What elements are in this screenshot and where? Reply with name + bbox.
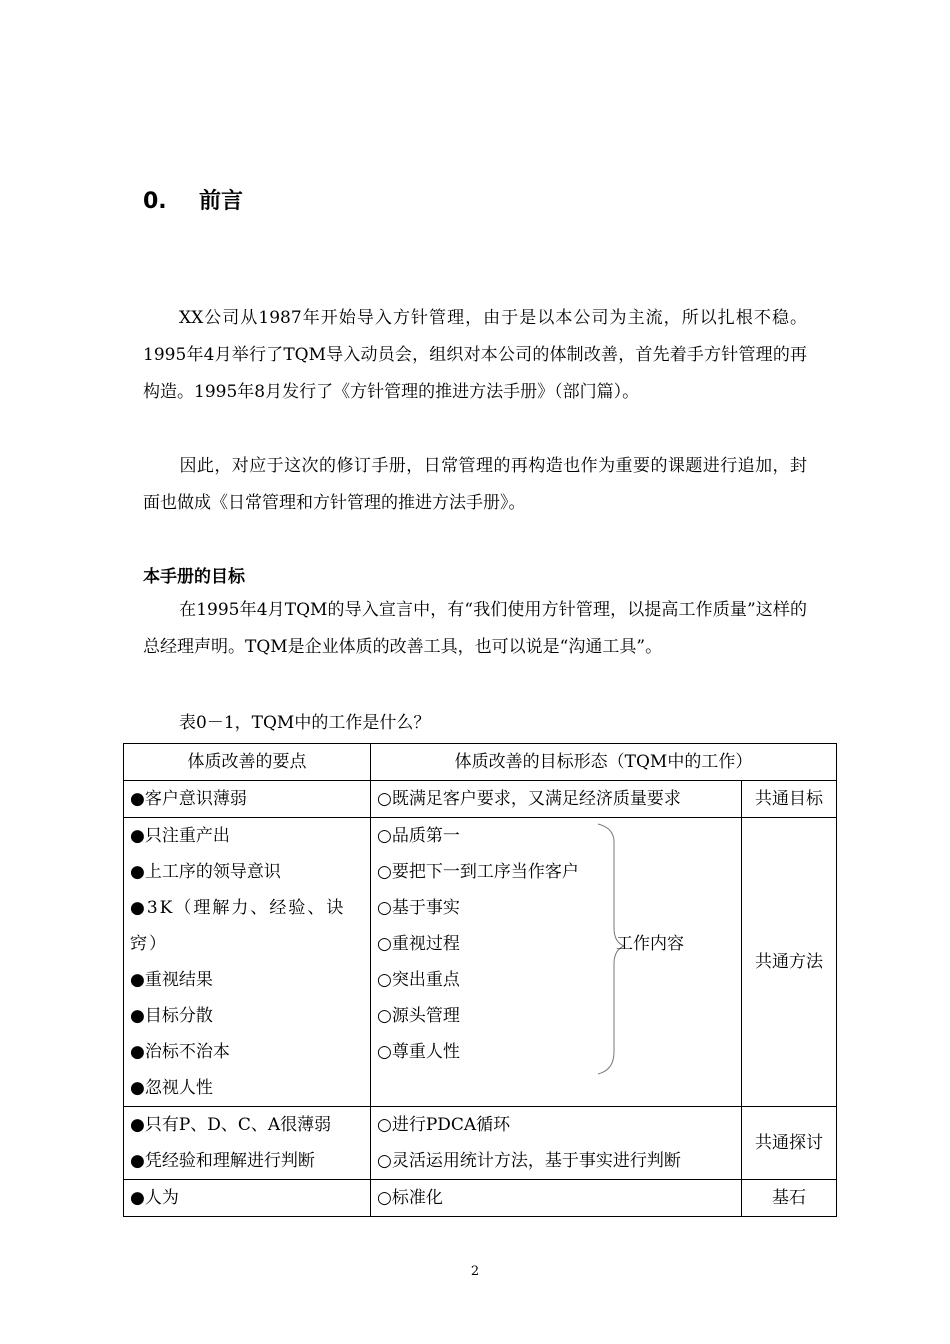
cell-category: 基石 bbox=[742, 1180, 837, 1217]
table-caption: 表0－1，TQM中的工作是什么？ bbox=[179, 713, 431, 733]
table-row bbox=[124, 1107, 837, 1180]
cell-category: 共通探讨 bbox=[742, 1107, 837, 1180]
header-target: 体质改善的目标形态（TQM中的工作） bbox=[371, 744, 837, 781]
paragraph-2: 因此，对应于这次的修订手册，日常管理的再构造也作为重要的课题进行追加，封面也做成《日常管理和方针管理的推进方法手册》。 bbox=[143, 456, 807, 513]
section-heading bbox=[143, 184, 243, 215]
cell-middle: ○进行PDCA循环 ○灵活运用统计方法，基于事实进行判断 bbox=[371, 1107, 742, 1180]
cell-left: ●客户意识薄弱 bbox=[124, 781, 371, 818]
cell-middle: ○标准化 bbox=[371, 1180, 742, 1217]
brace-label: 工作内容 bbox=[616, 934, 684, 954]
cell-category: 共通方法 bbox=[742, 818, 837, 1107]
cell-middle: ○既满足客户要求，又满足经济质量要求 bbox=[371, 781, 742, 818]
heading-number: 0. bbox=[143, 189, 167, 214]
cell-category: 共通目标 bbox=[742, 781, 837, 818]
header-points: 体质改善的要点 bbox=[124, 744, 371, 781]
cell-left: ●只注重产出 ●上工序的领导意识 ●3K（理解力、经验、诀窍） ●重视结果 ●目标分散 ●治标不治本 ●忽视人性 bbox=[124, 818, 371, 1107]
tqm-table bbox=[123, 743, 837, 1217]
table-header-row bbox=[124, 744, 837, 781]
table-row bbox=[124, 1180, 837, 1217]
paragraph-1: XX公司从1987年开始导入方针管理，由于是以本公司为主流，所以扎根不稳。1995年4月举行了TQM导入动员会，组织对本公司的体制改善，首先着手方针管理的再构造。1995年8月发行了《方针管理的推进方法手册》（部门篇）。 bbox=[143, 308, 807, 402]
table-row bbox=[124, 781, 837, 818]
page-number: 2 bbox=[470, 1264, 480, 1279]
section-subtitle: 本手册的目标 bbox=[143, 567, 245, 587]
cell-left: ●只有P、D、C、A很薄弱 ●凭经验和理解进行判断 bbox=[124, 1107, 371, 1180]
heading-title: 前言 bbox=[199, 189, 244, 214]
table-row bbox=[124, 818, 837, 1107]
cell-middle: ○品质第一 ○要把下一到工序当作客户 ○基于事实 ○重视过程 ○突出重点 ○源头管理 ○尊重人性 工作内容 bbox=[371, 818, 742, 1107]
section-paragraph: 在1995年4月TQM的导入宣言中，有“我们使用方针管理，以提高工作质量”这样的总经理声明。TQM是企业体质的改善工具，也可以说是“沟通工具”。 bbox=[143, 600, 807, 657]
cell-left: ●人为 bbox=[124, 1180, 371, 1217]
